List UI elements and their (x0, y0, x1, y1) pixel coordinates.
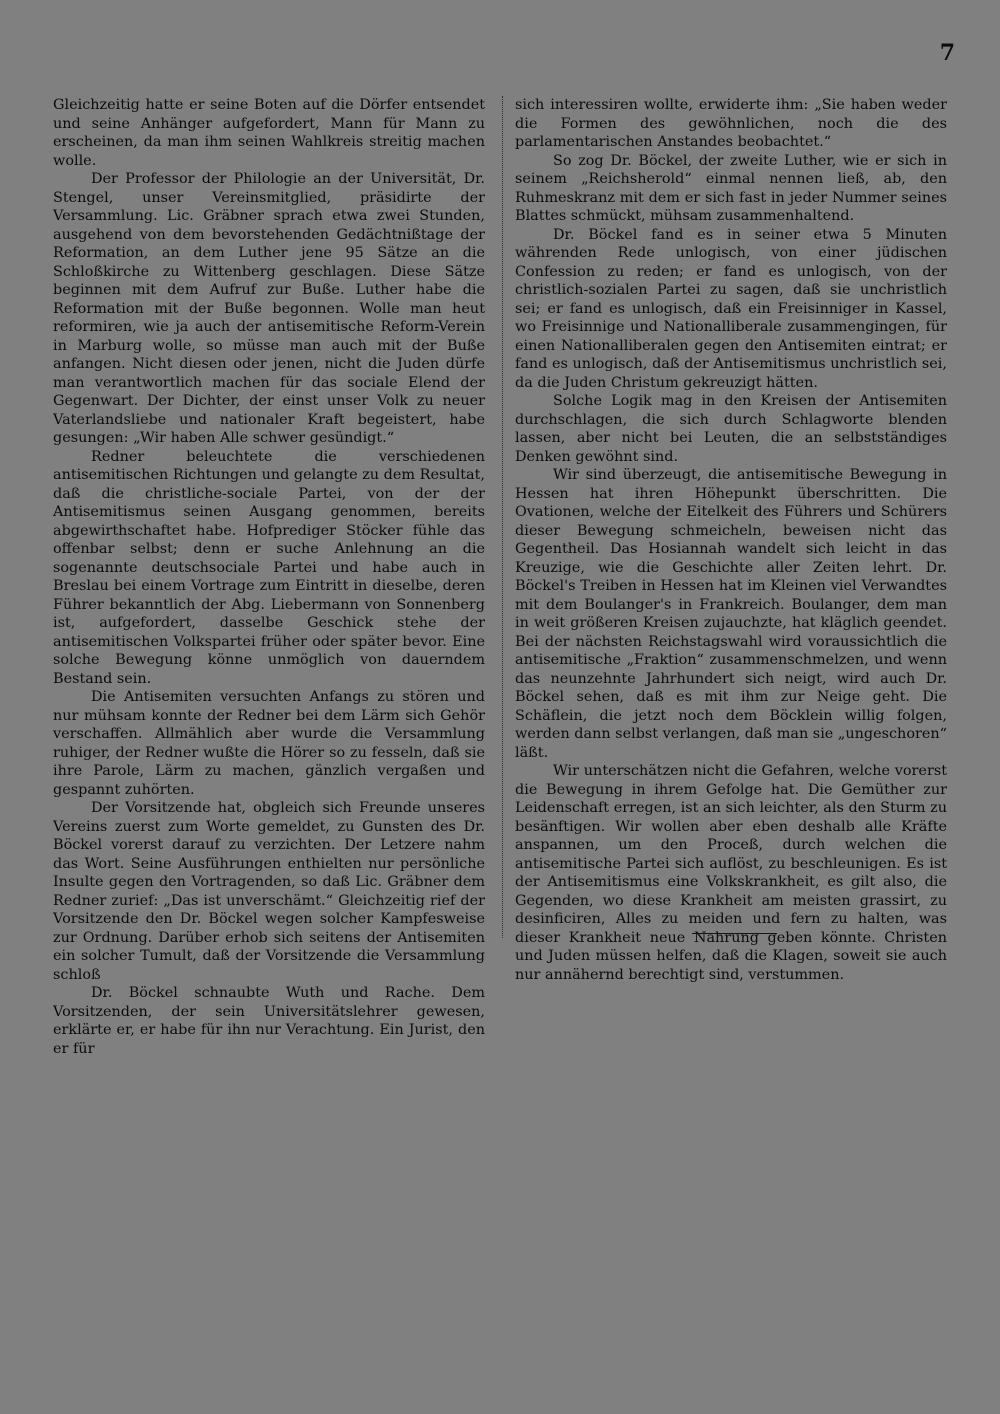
page-number: 7 (939, 40, 955, 66)
paragraph: Die Antisemiten versuchten Anfangs zu stören und nur mühsam konnte der Redner bei dem Lärm sich Gehör verschaffen. Allmählich aber wurde die Versammlung ruhiger, der Redner wußte die Hörer so zu fesseln, daß sie ihre Parole, Lärm zu machen, gänzlich vergaßen und gespannt zuhörten. (53, 689, 485, 798)
paragraph: Dr. Böckel schnaubte Wuth und Rache. Dem Vorsitzenden, der sein Universitätslehrer gewesen, erklärte er, er habe für ihn nur Verachtung. Ein Jurist, den er für (53, 985, 485, 1057)
right-column (515, 96, 947, 984)
paragraph: Solche Logik mag in den Kreisen der Antisemiten durchschlagen, die sich durch Schlagworte blenden lassen, aber nicht bei Leuten, die an selbstständiges Denken gewöhnt sind. (515, 393, 947, 465)
paragraph: Redner beleuchtete die verschiedenen antisemitischen Richtungen und gelangte zu dem Resultat, daß die christliche-sociale Partei, von der der Antisemitismus seinen Ausgang genommen, bereits abgewirthschaftet habe. Hofprediger Stöcker fühle das offenbar selbst; denn er suche Anlehnung an die sogenannte deutschsociale Partei und habe auch in Breslau bei einem Vortrage zum Eintritt in dieselbe, deren Führer bekanntlich der Abg. Liebermann von Sonnenberg ist, aufgefordert, dasselbe Geschick stehe der antisemitischen Volkspartei früher oder später bevor. Eine solche Bewegung könne unmöglich von dauerndem Bestand sein. (53, 448, 485, 687)
left-column (53, 96, 485, 1058)
paragraph: sich interessiren wollte, erwiderte ihm: „Sie haben weder die Formen des gewöhnlichen, noch die des parlamentarischen Anstandes beobachtet.“ (515, 97, 947, 150)
paragraph: Gleichzeitig hatte er seine Boten auf die Dörfer entsendet und seine Anhänger aufgefordert, Mann für Mann zu erscheinen, da man ihm seinen Wahlkreis streitig machen wolle. (53, 97, 485, 169)
paragraph: Der Professor der Philologie an der Universität, Dr. Stengel, unser Vereinsmitglied, präsidirte der Versammlung. Lic. Gräbner sprach etwa zwei Stunden, ausgehend von dem bevorstehenden Gedächtnißtage der Reformation, an dem Luther jene 95 Sätze an die Schloßkirche zu Wittenberg geschlagen. Diese Sätze beginnen mit dem Aufruf zur Buße. Luther habe die Reformation mit der Buße begonnen. Wolle man heut reformiren, wie ja auch der antisemitische Reform-Verein in Marburg wolle, so müsse man auch mit der Buße anfangen. Nicht diesen oder jenen, nicht die Juden dürfe man verantwortlich machen für das sociale Elend der Gegenwart. Der Dichter, der einst unser Volk zu neuer Vaterlandsliebe und nationaler Kraft begeistert, habe gesungen: „Wir haben Alle schwer gesündigt.“ (53, 171, 485, 446)
paragraph: Wir sind überzeugt, die antisemitische Bewegung in Hessen hat ihren Höhepunkt überschritten. Die Ovationen, welche der Eitelkeit des Führers und Schürers dieser Bewegung schmeicheln, beweisen nicht das Gegentheil. Das Hosiannah wandelt sich leicht in das Kreuzige, wie die Geschichte aller Zeiten lehrt. Dr. Böckel's Treiben in Hessen hat im Kleinen viel Verwandtes mit dem Boulanger's in Frankreich. Boulanger, dem man in weit größeren Kreisen zujauchzte, hat kläglich geendet. Bei der nächsten Reichstagswahl wird voraussichtlich die antisemitische „Fraktion“ zusammenschmelzen, und wenn das neunzehnte Jahrhundert sich neigt, wird auch Dr. Böckel sehen, daß es mit ihm zur Neige geht. Die Schäflein, die jetzt noch dem Böcklein willig folgen, werden dann selbst verlangen, daß man sie „ungeschoren“ läßt. (515, 467, 948, 761)
column-divider (502, 96, 503, 938)
paragraph: Der Vorsitzende hat, obgleich sich Freunde unseres Vereins zuerst zum Worte gemeldet, zu Gunsten des Dr. Böckel vorerst darauf zu verzichten. Der Letzere nahm das Wort. Seine Ausführungen enthielten nur persönliche Insulte gegen den Vortragenden, so daß Lic. Gräbner dem Redner zurief: „Das ist unverschämt.“ Gleichzeitig rief der Vorsitzende den Dr. Böckel wegen solcher Kampfesweise zur Ordnung. Darüber erhob sich seitens der Antisemiten ein solcher Tumult, daß der Vorsitzende die Versammlung schloß (53, 800, 485, 983)
paragraph: Wir unterschätzen nicht die Gefahren, welche vorerst die Bewegung in ihrem Gefolge hat. Die Gemüther zur Leidenschaft erregen, ist an sich leichter, als den Sturm zu besänftigen. Wir wollen aber eben deshalb alle Kräfte anspannen, um den Proceß, durch welchen die antisemitische Partei sich auflöst, zu beschleunigen. Es ist der Antisemitismus eine Volkskrankheit, es gilt also, die Gegenden, wo diese Krankheit am meisten grassirt, zu desinficiren, Alles zu meiden und fern zu halten, was dieser Krankheit neue Nahrung geben könnte. Christen und Juden müssen helfen, daß die Klagen, soweit sie auch nur annähernd berechtigt sind, verstummen. (515, 763, 947, 983)
paragraph: So zog Dr. Böckel, der zweite Luther, wie er sich in seinem „Reichsherold“ einmal nennen ließ, ab, den Ruhmeskranz mit dem er sich fast in jeder Nummer seines Blattes schmückt, mühsam zusammenhaltend. (515, 152, 947, 224)
article-end-rule (692, 933, 777, 934)
paragraph: Dr. Böckel fand es in seiner etwa 5 Minuten währenden Rede unlogisch, von einer jüdischen Confession zu reden; er fand es unlogisch, von der christlich-sozialen Partei zu sagen, daß sie unchristlich sei; er fand es unlogisch, daß ein Freisinniger in Kassel, wo Freisinnige und Nationalliberale zusammengingen, für einen Nationalliberalen gegen den Antisemiten eintrat; er fand es unlogisch, daß der Antisemitismus unchristlich sei, da die Juden Christum gekreuzigt hätten. (515, 226, 947, 391)
